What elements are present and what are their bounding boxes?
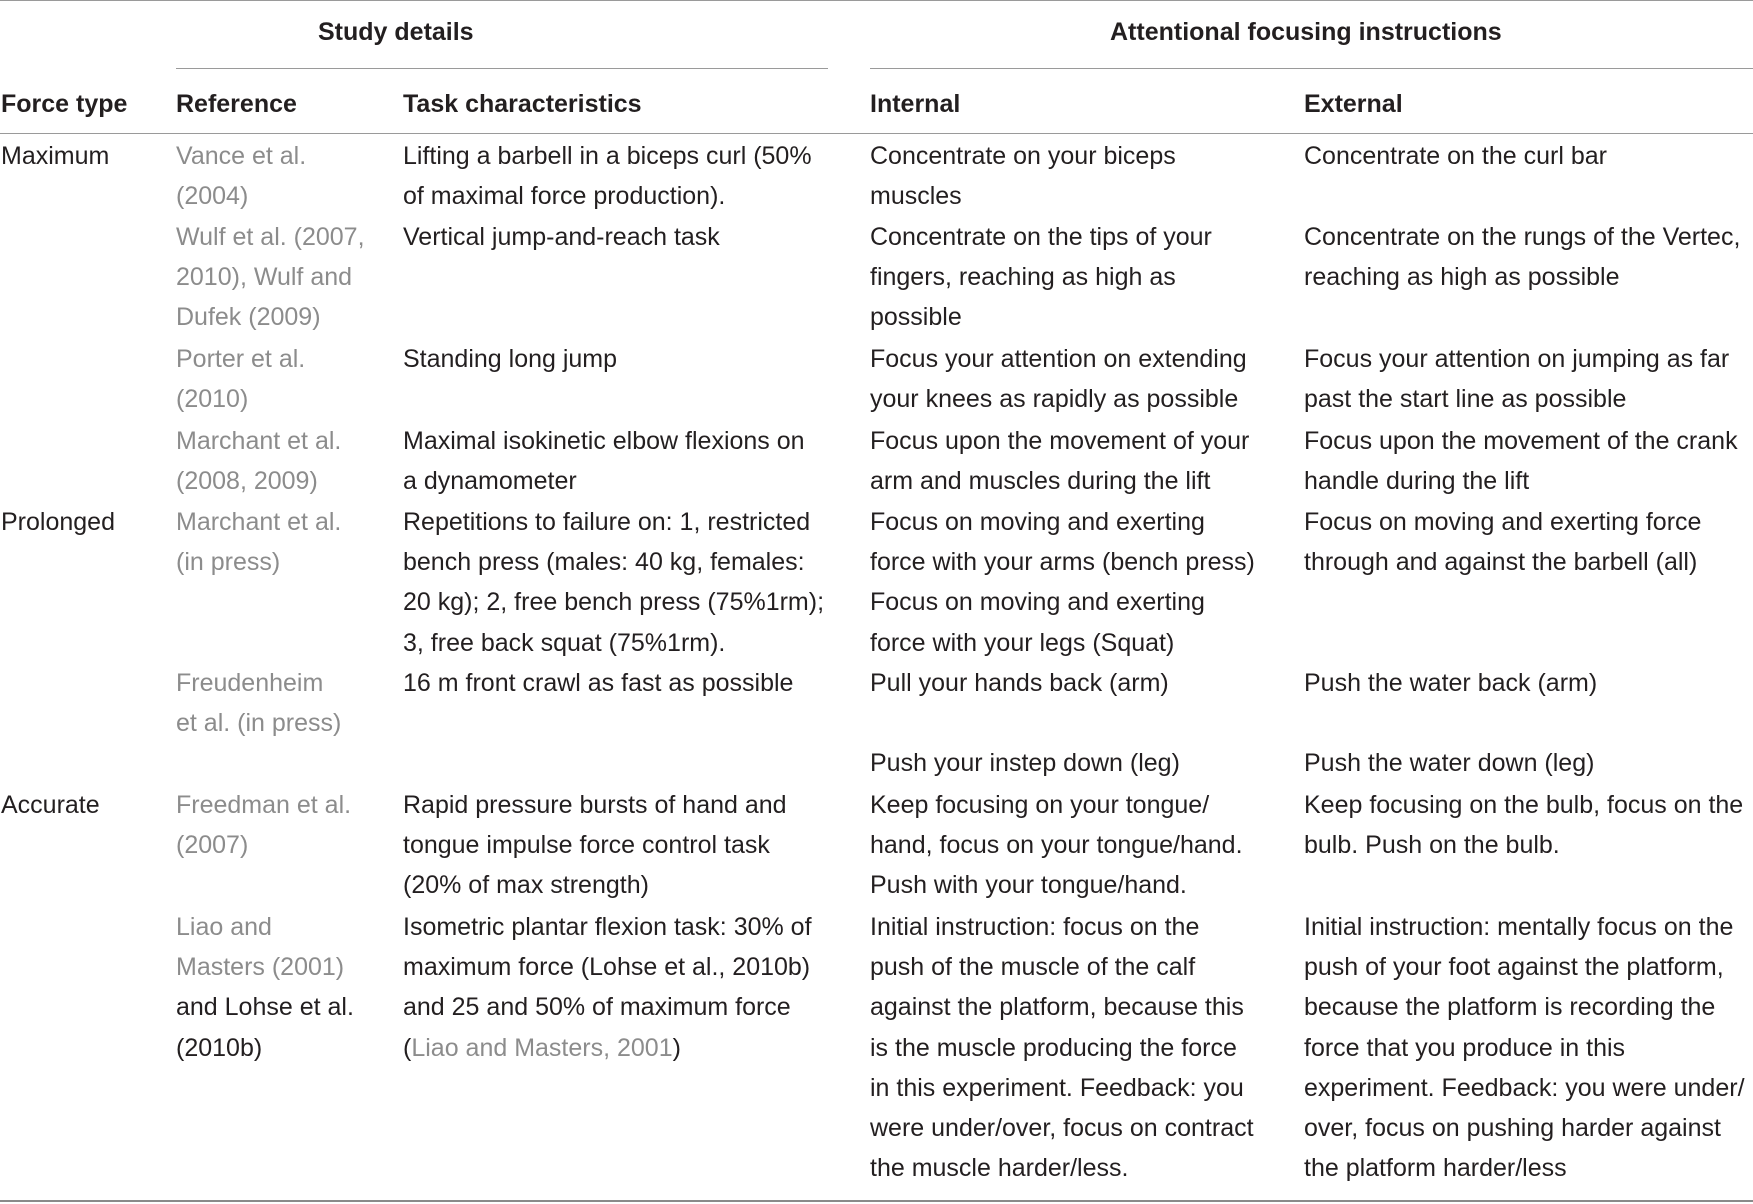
internal-instruction-line: arm and muscles during the lift <box>870 467 1211 496</box>
task-cell-line: (20% of max strength) <box>403 871 649 900</box>
external-instruction-line: experiment. Feedback: you were under/ <box>1304 1073 1745 1102</box>
reference-cell-line: (2010b) <box>176 1033 263 1062</box>
internal-instruction-line: Focus on moving and exerting <box>870 508 1205 536</box>
reference-cell-line: Marchant et al. <box>176 427 342 455</box>
reference-cell-line: (2010) <box>176 385 249 414</box>
internal-instruction-line: Push with your tongue/hand. <box>870 871 1187 900</box>
internal-instruction-line: in this experiment. Feedback: you <box>870 1073 1244 1102</box>
external-instruction-line: push of your foot against the platform, <box>1304 953 1724 982</box>
internal-instruction-line: Pull your hands back (arm) <box>870 669 1169 697</box>
reference-cell-line: et al. (in press) <box>176 709 342 738</box>
internal-instruction-line: fingers, reaching as high as <box>870 263 1176 292</box>
reference-cell-line: Wulf et al. (2007, <box>176 223 365 251</box>
internal-instruction-line: push of the muscle of the calf <box>870 953 1196 982</box>
external-instruction-line: handle during the lift <box>1304 467 1530 496</box>
task-cell-line: 20 kg); 2, free bench press (75%1rm); <box>403 588 825 617</box>
reference-cell-line: (2008, 2009) <box>176 467 318 496</box>
task-cell-line: tongue impulse force control task <box>403 831 770 860</box>
internal-instruction-line: muscles <box>870 182 962 211</box>
reference-cell-line: 2010), Wulf and <box>176 263 353 292</box>
external-instruction-line: Keep focusing on the bulb, focus on the <box>1304 791 1744 819</box>
internal-instruction-line: force with your arms (bench press) <box>870 548 1255 577</box>
external-instruction-line: Push the water down (leg) <box>1304 749 1595 778</box>
bottom-rule <box>0 1200 1753 1202</box>
col-header-force-type: Force type <box>1 90 128 118</box>
reference-cell-line: (2004) <box>176 182 249 211</box>
task-cell-line: 3, free back squat (75%1rm). <box>403 628 726 657</box>
force-type-cell: Maximum <box>1 142 110 170</box>
external-instruction-line: Push the water back (arm) <box>1304 669 1598 697</box>
external-instruction-line: reaching as high as possible <box>1304 263 1620 292</box>
open-paren: ( <box>403 1033 412 1062</box>
reference-cell-line: Marchant et al. <box>176 508 342 536</box>
internal-instruction-line: Concentrate on your biceps <box>870 142 1176 170</box>
task-cell-line: Maximal isokinetic elbow flexions on <box>403 427 805 455</box>
col-header-task: Task characteristics <box>403 90 642 118</box>
external-instruction-line: the platform harder/less <box>1304 1154 1567 1183</box>
reference-cell-line: and Lohse et al. <box>176 993 354 1022</box>
task-cell-line: Repetitions to failure on: 1, restricted <box>403 508 811 536</box>
header-rule <box>0 133 1753 134</box>
internal-instruction-line: Concentrate on the tips of your <box>870 223 1212 251</box>
task-cell-line: of maximal force production). <box>403 182 726 211</box>
task-cell-line: bench press (males: 40 kg, females: <box>403 548 805 577</box>
citation-link: Liao and Masters, 2001 <box>411 1033 673 1062</box>
task-cell-line: Lifting a barbell in a biceps curl (50% <box>403 142 812 170</box>
attention-underline <box>870 68 1753 69</box>
internal-instruction-line: Focus upon the movement of your <box>870 427 1250 455</box>
task-cell-line: 16 m front crawl as fast as possible <box>403 669 794 697</box>
study-details-header: Study details <box>318 18 474 46</box>
task-cell-line: Rapid pressure bursts of hand and <box>403 791 787 819</box>
reference-cell-line: Freudenheim <box>176 669 324 697</box>
internal-instruction-line: were under/over, focus on contract <box>870 1114 1254 1142</box>
external-instruction-line: because the platform is recording the <box>1304 993 1716 1022</box>
reference-cell-line: Vance et al. <box>176 142 307 170</box>
external-instruction-line: Concentrate on the curl bar <box>1304 142 1607 170</box>
external-instruction-line: over, focus on pushing harder against <box>1304 1114 1721 1142</box>
col-header-reference: Reference <box>176 90 297 118</box>
task-cell-line: a dynamometer <box>403 467 577 496</box>
external-instruction-line: Focus your attention on jumping as far <box>1304 345 1730 373</box>
internal-instruction-line: Push your instep down (leg) <box>870 749 1180 778</box>
task-cell-line: maximum force (Lohse et al., 2010b) <box>403 953 811 982</box>
external-instruction-line: past the start line as possible <box>1304 385 1627 414</box>
internal-instruction-line: the muscle harder/less. <box>870 1154 1129 1183</box>
internal-instruction-line: hand, focus on your tongue/hand. <box>870 831 1243 860</box>
external-instruction-line: through and against the barbell (all) <box>1304 548 1698 577</box>
reference-cell-line: Masters (2001) <box>176 953 345 982</box>
reference-cell-line: Porter et al. <box>176 345 306 373</box>
study-details-underline <box>176 68 828 69</box>
internal-instruction-line: Keep focusing on your tongue/ <box>870 791 1210 819</box>
task-cell-line: Isometric plantar flexion task: 30% of <box>403 913 812 941</box>
internal-instruction-line: Focus your attention on extending <box>870 345 1247 373</box>
force-type-cell: Accurate <box>1 791 100 819</box>
reference-cell-line: Freedman et al. <box>176 791 352 819</box>
internal-instruction-line: your knees as rapidly as possible <box>870 385 1239 414</box>
top-rule <box>0 0 1753 1</box>
external-instruction-line: Initial instruction: mentally focus on the <box>1304 913 1734 941</box>
task-cell-line: and 25 and 50% of maximum force <box>403 993 791 1022</box>
external-instruction-line: Concentrate on the rungs of the Vertec, <box>1304 223 1741 251</box>
reference-cell-line: Dufek (2009) <box>176 303 321 332</box>
close-paren: ) <box>672 1033 681 1062</box>
force-type-cell: Prolonged <box>1 508 115 536</box>
reference-cell-line: (2007) <box>176 831 249 860</box>
internal-instruction-line: Initial instruction: focus on the <box>870 913 1200 941</box>
task-cell-line <box>403 1028 681 1068</box>
internal-instruction-line: against the platform, because this <box>870 993 1244 1022</box>
external-instruction-line: bulb. Push on the bulb. <box>1304 831 1560 860</box>
reference-cell-line: (in press) <box>176 548 281 577</box>
reference-cell-line: Liao and <box>176 913 272 941</box>
internal-instruction-line: Focus on moving and exerting <box>870 588 1205 617</box>
internal-instruction-line: force with your legs (Squat) <box>870 628 1175 657</box>
col-header-internal: Internal <box>870 90 961 118</box>
internal-instruction-line: possible <box>870 303 962 332</box>
attention-header: Attentional focusing instructions <box>1110 18 1502 46</box>
external-instruction-line: Focus upon the movement of the crank <box>1304 427 1738 455</box>
internal-instruction-line: is the muscle producing the force <box>870 1033 1237 1062</box>
task-cell-line: Vertical jump-and-reach task <box>403 223 720 251</box>
col-header-external: External <box>1304 90 1403 118</box>
external-instruction-line: Focus on moving and exerting force <box>1304 508 1702 536</box>
external-instruction-line: force that you produce in this <box>1304 1033 1626 1062</box>
task-cell-line: Standing long jump <box>403 345 618 373</box>
